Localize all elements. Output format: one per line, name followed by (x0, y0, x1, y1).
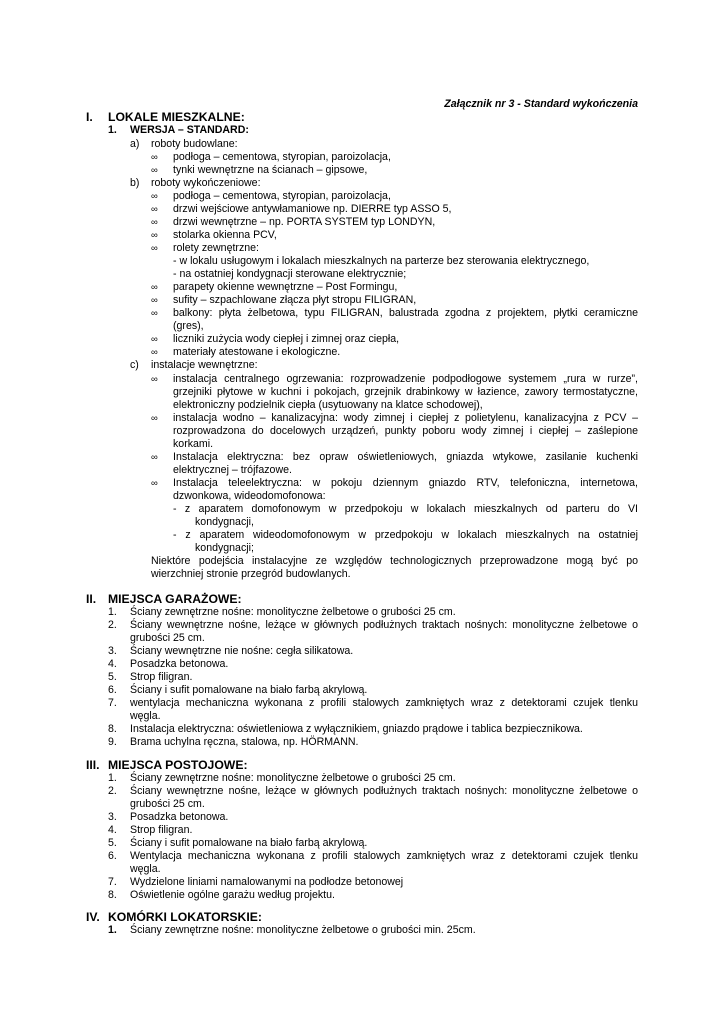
list-item: Posadzka betonowa. (130, 811, 229, 823)
list-item: stolarka okienna PCV, (173, 229, 277, 241)
list-item-continued: grzejniki płytowe w kuchni i pokojach, grzejnik drabinkowy w łazience, zawory termostatyczne, (173, 386, 638, 398)
note-paragraph: wierzchniej stronie przegród budowlanych. (151, 568, 351, 580)
list-item: Instalacja elektryczna: bez opraw oświetleniowych, gniazda wtykowe, zasilanie kuchenki (173, 451, 638, 463)
list-item-continued: korkami. (173, 438, 214, 450)
list-label: a) (130, 138, 140, 150)
list-item: materiały atestowane i ekologiczne. (173, 346, 341, 358)
list-item: Wentylacja mechaniczna wykonana z profili stalowych zamkniętych wraz z detektorami czujek tlenku (130, 850, 638, 862)
list-item-continued: grubości 25 cm. (130, 632, 205, 644)
list-item-continued: (gres), (173, 320, 204, 332)
list-item: Ściany wewnętrzne nośne, leżące w głównych podłużnych traktach nośnych: monolityczne żelbetowe o (130, 619, 638, 631)
list-item-continued: węgla. (130, 710, 161, 722)
list-item: Instalacja teleelektryczna: w pokoju dziennym gniazdo RTV, telefoniczna, internetowa, (173, 477, 638, 489)
bullet-icon: ∞ (151, 413, 158, 424)
list-subitem: - w lokalu usługowym i lokalach mieszkalnych na parterze bez sterowania elektrycznego, (173, 255, 590, 267)
list-item: instalacja wodno – kanalizacyjna: wody zimnej i ciepłej z polietylenu, kanalizacyjna z PCV – (173, 412, 638, 424)
attachment-label: Załącznik nr 3 - Standard wykończenia (444, 98, 638, 110)
list-item: Ściany zewnętrzne nośne: monolityczne żelbetowe o grubości 25 cm. (130, 772, 456, 784)
bullet-icon: ∞ (151, 347, 158, 358)
section-number: I. (86, 110, 93, 124)
list-item-continued: elektroniczny podzielnik ciepła (usytuowany na klatce schodowej), (173, 399, 483, 411)
list-item: Instalacja elektryczna: oświetleniowa z wyłącznikiem, gniazdo prądowe i tablica bezpiecznikowa. (130, 723, 583, 735)
list-item: balkony: płyta żelbetowa, typu FILIGRAN, balustrada zgodna z projektem, płytki ceramiczne (173, 307, 638, 319)
bullet-icon: ∞ (151, 204, 158, 215)
list-item: drzwi wejściowe antywłamaniowe np. DIERRE typ ASSO 5, (173, 203, 452, 215)
list-item: sufity – szpachlowane złącza płyt stropu FILIGRAN, (173, 294, 417, 306)
item-number: 8. (108, 889, 117, 901)
list-item-continued: węgla. (130, 863, 161, 875)
item-number: 1. (108, 772, 117, 784)
subsection-number: 1. (108, 124, 117, 136)
bullet-icon: ∞ (151, 308, 158, 319)
subsection-title: WERSJA – STANDARD: (130, 124, 249, 136)
list-label: c) (130, 359, 139, 371)
section-title: KOMÓRKI LOKATORSKIE: (108, 910, 262, 924)
note-paragraph: Niektóre podejścia instalacyjne ze względów technologicznych przeprowadzone mogą być po (151, 555, 638, 567)
bullet-icon: ∞ (151, 243, 158, 254)
list-item-continued: grubości 25 cm. (130, 798, 205, 810)
section-number: IV. (86, 910, 100, 924)
bullet-icon: ∞ (151, 295, 158, 306)
list-item: instalacja centralnego ogrzewania: rozprowadzenie podpodłogowe systemem „rura w rurze”, (173, 373, 638, 385)
bullet-icon: ∞ (151, 165, 158, 176)
item-number: 1. (108, 924, 117, 936)
section-title: MIEJSCA GARAŻOWE: (108, 592, 242, 606)
list-item: Wydzielone liniami namalowanymi na podłodze betonowej (130, 876, 404, 888)
item-number: 2. (108, 619, 117, 631)
bullet-icon: ∞ (151, 282, 158, 293)
list-subitem-continued: kondygnacji; (195, 542, 254, 554)
list-item: Ściany wewnętrzne nośne, leżące w głównych podłużnych traktach nośnych: monolityczne żelbetowe o (130, 785, 638, 797)
item-number: 9. (108, 736, 117, 748)
item-number: 7. (108, 876, 117, 888)
list-item: Strop filigran. (130, 824, 193, 836)
item-number: 3. (108, 811, 117, 823)
list-item: Ściany i sufit pomalowane na biało farbą akrylową. (130, 684, 368, 696)
item-number: 3. (108, 645, 117, 657)
list-item: liczniki zużycia wody ciepłej i zimnej oraz ciepła, (173, 333, 400, 345)
item-number: 6. (108, 684, 117, 696)
list-subitem: - z aparatem wideodomofonowym w przedpokoju w lokalach mieszkalnych na ostatniej (173, 529, 638, 541)
list-item: rolety zewnętrzne: (173, 242, 259, 254)
list-item: Posadzka betonowa. (130, 658, 229, 670)
bullet-icon: ∞ (151, 230, 158, 241)
list-subitem: - z aparatem domofonowym w przedpokoju w lokalach mieszkalnych od parteru do VI (173, 503, 638, 515)
bullet-icon: ∞ (151, 478, 158, 489)
item-number: 5. (108, 671, 117, 683)
item-number: 8. (108, 723, 117, 735)
list-item: parapety okienne wewnętrzne – Post Formingu, (173, 281, 398, 293)
list-item: Ściany wewnętrzne nie nośne: cegła silikatowa. (130, 645, 354, 657)
list-item: wentylacja mechaniczna wykonana z profili stalowych zamkniętych wraz z detektorami czujek tlenku (130, 697, 638, 709)
bullet-icon: ∞ (151, 334, 158, 345)
list-title: roboty budowlane: (151, 138, 238, 150)
section-number: II. (86, 592, 97, 606)
list-item: Ściany zewnętrzne nośne: monolityczne żelbetowe o grubości 25 cm. (130, 606, 456, 618)
list-item: Ściany i sufit pomalowane na biało farbą akrylową. (130, 837, 368, 849)
bullet-icon: ∞ (151, 452, 158, 463)
list-title: instalacje wewnętrzne: (151, 359, 258, 371)
bullet-icon: ∞ (151, 374, 158, 385)
list-label: b) (130, 177, 140, 189)
item-number: 1. (108, 606, 117, 618)
list-item: podłoga – cementowa, styropian, paroizolacja, (173, 190, 391, 202)
list-subitem-continued: kondygnacji, (195, 516, 254, 528)
list-title: roboty wykończeniowe: (151, 177, 261, 189)
item-number: 6. (108, 850, 117, 862)
list-item: Strop filigran. (130, 671, 193, 683)
bullet-icon: ∞ (151, 152, 158, 163)
list-item: Ściany zewnętrzne nośne: monolityczne żelbetowe o grubości min. 25cm. (130, 924, 476, 936)
list-item: Oświetlenie ogólne garażu według projektu. (130, 889, 335, 901)
list-item-continued: dzwonkowa, wideodomofonowa: (173, 490, 326, 502)
item-number: 4. (108, 658, 117, 670)
item-number: 4. (108, 824, 117, 836)
list-subitem: - na ostatniej kondygnacji sterowane elektrycznie; (173, 268, 407, 280)
bullet-icon: ∞ (151, 217, 158, 228)
item-number: 7. (108, 697, 117, 709)
bullet-icon: ∞ (151, 191, 158, 202)
section-title: LOKALE MIESZKALNE: (108, 110, 245, 124)
item-number: 2. (108, 785, 117, 797)
section-title: MIEJSCA POSTOJOWE: (108, 758, 248, 772)
list-item: podłoga – cementowa, styropian, paroizolacja, (173, 151, 391, 163)
list-item-continued: elektrycznej – trójfazowe. (173, 464, 292, 476)
list-item: drzwi wewnętrzne – np. PORTA SYSTEM typ LONDYN, (173, 216, 436, 228)
list-item-continued: rozprowadzona do docelowych urządzeń, punkty poboru wody zimnej i ciepłej – zaślepione (173, 425, 638, 437)
list-item: Brama uchylna ręczna, stalowa, np. HÖRMANN. (130, 736, 359, 748)
list-item: tynki wewnętrzne na ścianach – gipsowe, (173, 164, 368, 176)
item-number: 5. (108, 837, 117, 849)
section-number: III. (86, 758, 100, 772)
